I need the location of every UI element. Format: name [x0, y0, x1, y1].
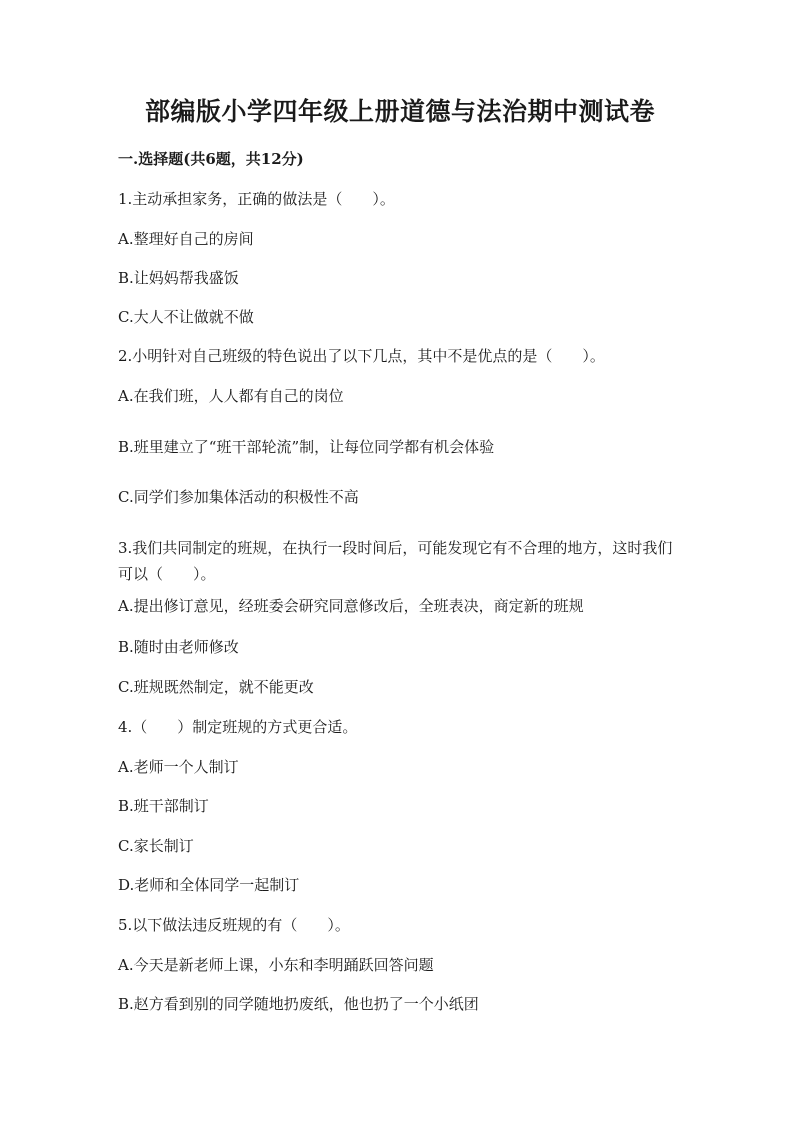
page-title: 部编版小学四年级上册道德与法治期中测试卷 — [144, 97, 655, 126]
question-5-option-b: B.赵方看到别的同学随地扔废纸，他也扔了一个小纸团 — [118, 995, 479, 1013]
question-2-option-a: A.在我们班，人人都有自己的岗位 — [118, 387, 344, 405]
question-3-option-a: A.提出修订意见，经班委会研究同意修改后，全班表决，商定新的班规 — [118, 597, 584, 615]
question-4-option-a: A.老师一个人制订 — [118, 758, 239, 776]
question-1-option-b: B.让妈妈帮我盛饭 — [118, 269, 239, 287]
question-5-option-a: A.今天是新老师上课，小东和李明踊跃回答问题 — [118, 956, 434, 974]
section-heading: 一.选择题(共6题，共12分) — [118, 150, 304, 168]
question-3-option-b: B.随时由老师修改 — [118, 638, 239, 656]
question-1-stem: 1.主动承担家务，正确的做法是（ ）。 — [118, 190, 395, 208]
question-2-option-b: B.班里建立了“班干部轮流”制，让每位同学都有机会体验 — [118, 438, 495, 456]
question-4-option-b: B.班干部制订 — [118, 797, 209, 815]
question-3-stem: 3.我们共同制定的班规，在执行一段时间后，可能发现它有不合理的地方，这时我们可以（ ）。 — [118, 539, 673, 583]
question-2-option-c: C.同学们参加集体活动的积极性不高 — [118, 488, 359, 506]
question-4-option-c: C.家长制订 — [118, 837, 194, 855]
question-1-option-a: A.整理好自己的房间 — [118, 230, 254, 248]
question-4-stem: 4.（ ）制定班规的方式更合适。 — [118, 718, 358, 736]
question-3-option-c: C.班规既然制定，就不能更改 — [118, 678, 314, 696]
question-5-stem: 5.以下做法违反班规的有（ ）。 — [118, 916, 350, 934]
question-4-option-d: D.老师和全体同学一起制订 — [118, 876, 300, 894]
question-1-option-c: C.大人不让做就不做 — [118, 308, 254, 326]
question-2-stem: 2.小明针对自己班级的特色说出了以下几点，其中不是优点的是（ ）。 — [118, 347, 605, 365]
